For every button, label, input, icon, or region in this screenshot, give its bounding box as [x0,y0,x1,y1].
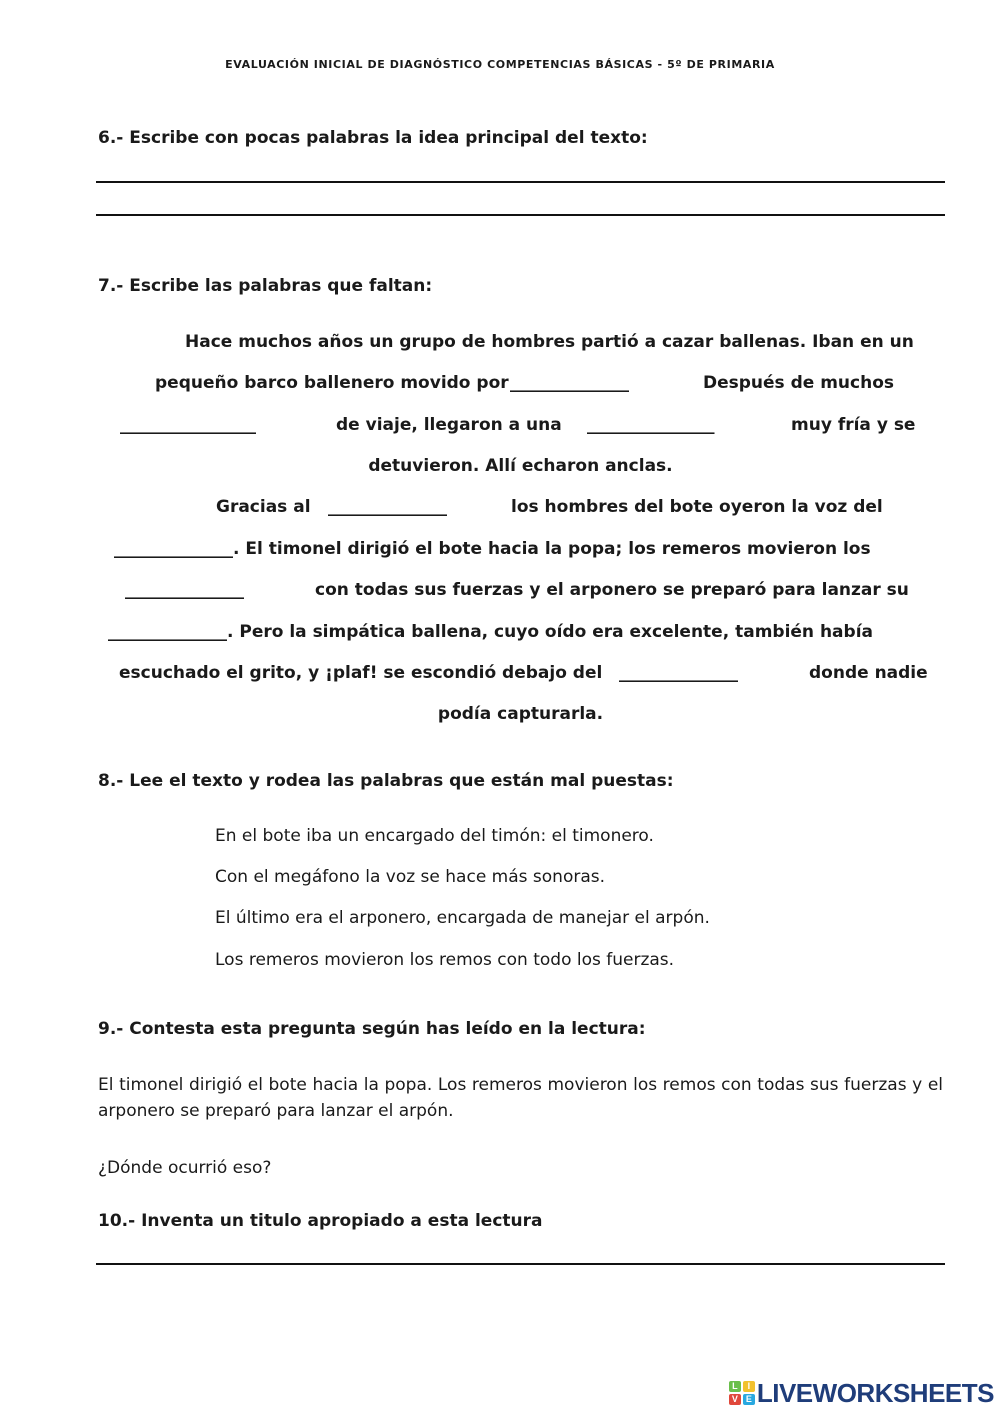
liveworksheets-logo [729,1378,994,1408]
cloze-line-5 [216,495,886,519]
cloze-text: escuchado el grito, y ¡plaf! se escondió debajo del [119,663,603,683]
question-9-prompt: 9.- Contesta esta pregunta según has leído en la lectura: [98,1019,646,1039]
question-10-prompt: 10.- Inventa un titulo apropiado a esta lectura [98,1211,543,1231]
cloze-text: pequeño barco ballenero movido por [155,373,509,393]
cloze-blank-8[interactable]: ______________ [619,663,738,683]
cloze-text: Después de muchos [703,373,895,393]
question-9-question: ¿Dónde ocurrió eso? [98,1158,272,1178]
cloze-text: muy fría y se [791,415,916,435]
question-9-passage: El timonel dirigió el bote hacia la popa. Los remeros movieron los remos con todas sus fuerzas y el arponero se preparó para lanzar el arpón. [98,1075,943,1121]
logo-text: LIVEWORKSHEETS [756,1377,994,1408]
cloze-line-1 [185,330,915,354]
cloze-text: Gracias al [216,497,311,517]
answer-line-10[interactable] [96,1263,945,1265]
cloze-text-with-blank-7[interactable]: ______________. Pero la simpática ballena, cuyo oído era excelente, también había [108,622,873,642]
cloze-blank-1[interactable]: ______________ [510,373,629,393]
cloze-blank-2[interactable]: ________________ [120,415,256,435]
cloze-text: con todas sus fuerzas y el arponero se preparó para lanzar su [315,580,909,600]
cloze-line-3 [120,413,920,437]
answer-line-6b[interactable] [96,214,945,216]
cloze-text: los hombres del bote oyeron la voz del [511,497,883,517]
question-6-prompt: 6.- Escribe con pocas palabras la idea principal del texto: [98,128,648,148]
sentence-4[interactable]: Los remeros movieron los remos con todo los fuerzas. [215,950,675,970]
sentence-3[interactable]: El último era el arponero, encargada de manejar el arpón. [215,908,710,928]
worksheet-header: EVALUACIÓN INICIAL DE DIAGNÓSTICO COMPETENCIAS BÁSICAS - 5º DE PRIMARIA [225,58,775,71]
cloze-text: podía capturarla. [437,704,604,724]
cloze-text-with-blank-5[interactable]: ______________. El timonel dirigió el bote hacia la popa; los remeros movieron los [114,539,871,559]
sentence-1[interactable]: En el bote iba un encargado del timón: el timonero. [215,826,654,846]
cloze-text: Hace muchos años un grupo de hombres partió a cazar ballenas. Iban en un [185,332,914,352]
cloze-line-4 [96,454,945,478]
cloze-text: donde nadie [809,663,928,683]
cloze-line-10 [96,702,945,726]
question-8-prompt: 8.- Lee el texto y rodea las palabras que están mal puestas: [98,771,674,791]
cloze-line-7 [125,578,925,602]
cloze-blank-3[interactable]: _______________ [587,415,715,435]
cloze-line-8 [108,620,938,644]
sentence-2[interactable]: Con el megáfono la voz se hace más sonoras. [215,867,606,887]
cloze-line-6 [114,537,934,561]
answer-line-6a[interactable] [96,181,945,183]
cloze-text: de viaje, llegaron a una [336,415,562,435]
cloze-line-2 [155,371,895,395]
cloze-text: detuvieron. Allí echaron anclas. [368,456,673,476]
cloze-blank-4[interactable]: ______________ [328,497,447,517]
cloze-line-9 [119,661,929,685]
question-7-prompt: 7.- Escribe las palabras que faltan: [98,276,433,296]
cloze-blank-6[interactable]: ______________ [125,580,244,600]
logo-mark-icon: L I V E [729,1381,755,1405]
